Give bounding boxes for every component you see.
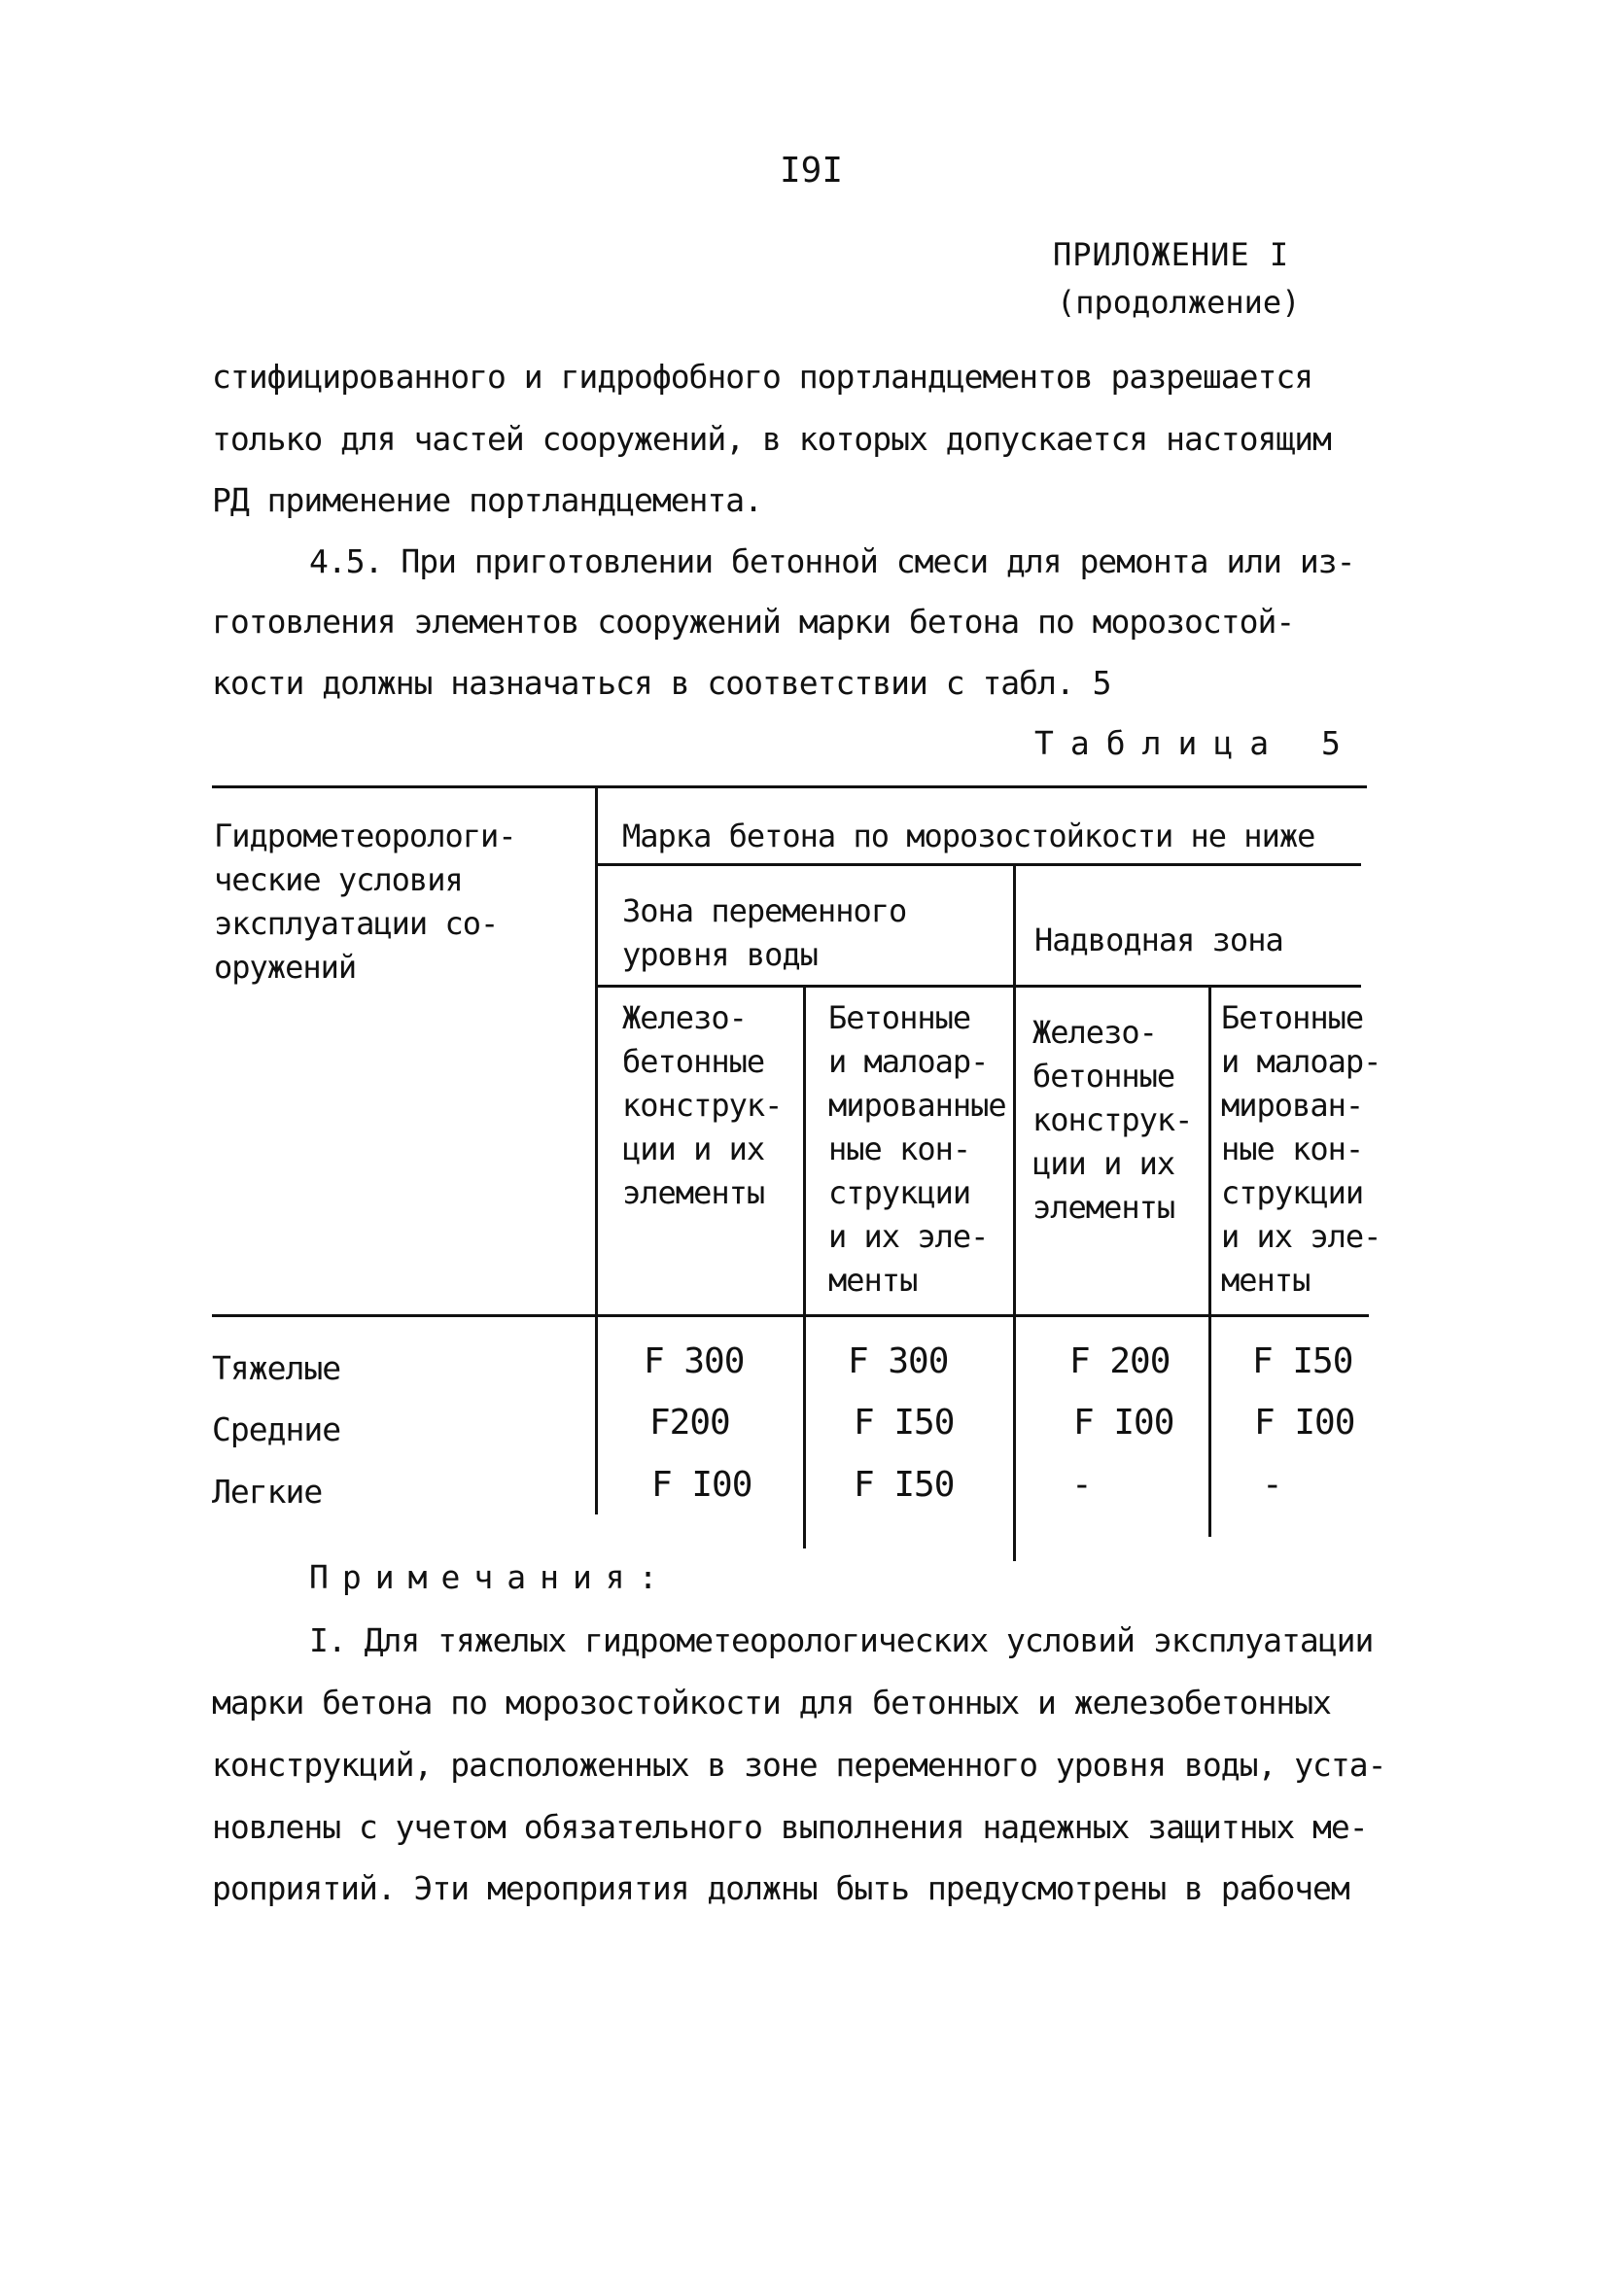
stub-column-rule [595,785,598,1514]
note-line: I. Для тяжелых гидрометеорологических условий эксплуатации [309,1621,1374,1659]
body-line: только для частей сооружений, в которых допускается настоящим [212,420,1331,458]
notes-heading: Примечания: [309,1558,672,1596]
table-cell: F 300 [848,1341,949,1381]
note-line: конструкций, расположенных в зоне переменного уровня воды, уста- [212,1746,1386,1784]
subheader-concrete-variable: Бетонные и малоар- мированные ные кон- струкции и их эле- менты [828,999,1006,1299]
table-cell: F I50 [854,1403,955,1443]
table-cell: F 200 [1069,1341,1171,1381]
table-cell: - [1071,1465,1092,1505]
stub-header: Гидрометеорологи- ческие условия эксплуатации со- оружений [214,818,516,986]
subcol-divider-rule [803,985,806,1548]
table-top-rule [212,785,1367,788]
header-bottom-rule [212,1314,1369,1317]
table-caption: Таблица 5 [1034,724,1357,762]
group-header: Марка бетона по морозостойкости не ниже [622,818,1315,854]
table-cell: F I50 [854,1465,955,1505]
table-cell: F I50 [1252,1341,1353,1381]
body-line: готовления элементов сооружений марки бетона по морозостой- [212,603,1295,641]
subheader-reinforced-variable: Железо- бетонные конструк- ции и их элементы [622,999,783,1211]
row-condition: Легкие [212,1473,323,1511]
zone-divider-rule [1013,863,1016,1561]
row-condition: Тяжелые [212,1349,341,1387]
group-header-rule [597,863,1361,866]
zone-header-rule [597,985,1361,988]
table-cell: F I00 [651,1465,752,1505]
zone-variable-header: Зона переменного уровня воды [622,892,907,973]
body-line: 4.5. При приготовлении бетонной смеси для ремонта или из- [309,542,1355,580]
appendix-title: ПРИЛОЖЕНИЕ I [1053,236,1290,273]
body-line: стифицированного и гидрофобного портландцементов разрешается [212,358,1313,396]
table-cell: F 300 [644,1341,745,1381]
subheader-concrete-above: Бетонные и малоар- мирован- ные кон- струкции и их эле- менты [1221,999,1381,1299]
note-line: марки бетона по морозостойкости для бетонных и железобетонных [212,1684,1331,1722]
appendix-note: (продолжение) [1057,284,1301,321]
row-condition: Средние [212,1410,341,1448]
body-line: кости должны назначаться в соответствии с табл. 5 [212,664,1111,702]
table-cell: - [1262,1465,1282,1505]
table-cell: F I00 [1254,1403,1355,1443]
page-number: I9I [780,151,844,191]
note-line: роприятий. Эти мероприятия должны быть предусмотрены в рабочем [212,1869,1349,1907]
subcol-divider-rule [1208,985,1211,1537]
subheader-reinforced-above: Железо- бетонные конструк- ции и их элементы [1032,1014,1193,1226]
body-line: РД применение портландцемента. [212,481,763,519]
note-line: новлены с учетом обязательного выполнения надежных защитных ме- [212,1808,1368,1846]
table-cell: F I00 [1073,1403,1174,1443]
zone-above-header: Надводная зона [1034,922,1283,958]
table-cell: F200 [649,1403,730,1443]
